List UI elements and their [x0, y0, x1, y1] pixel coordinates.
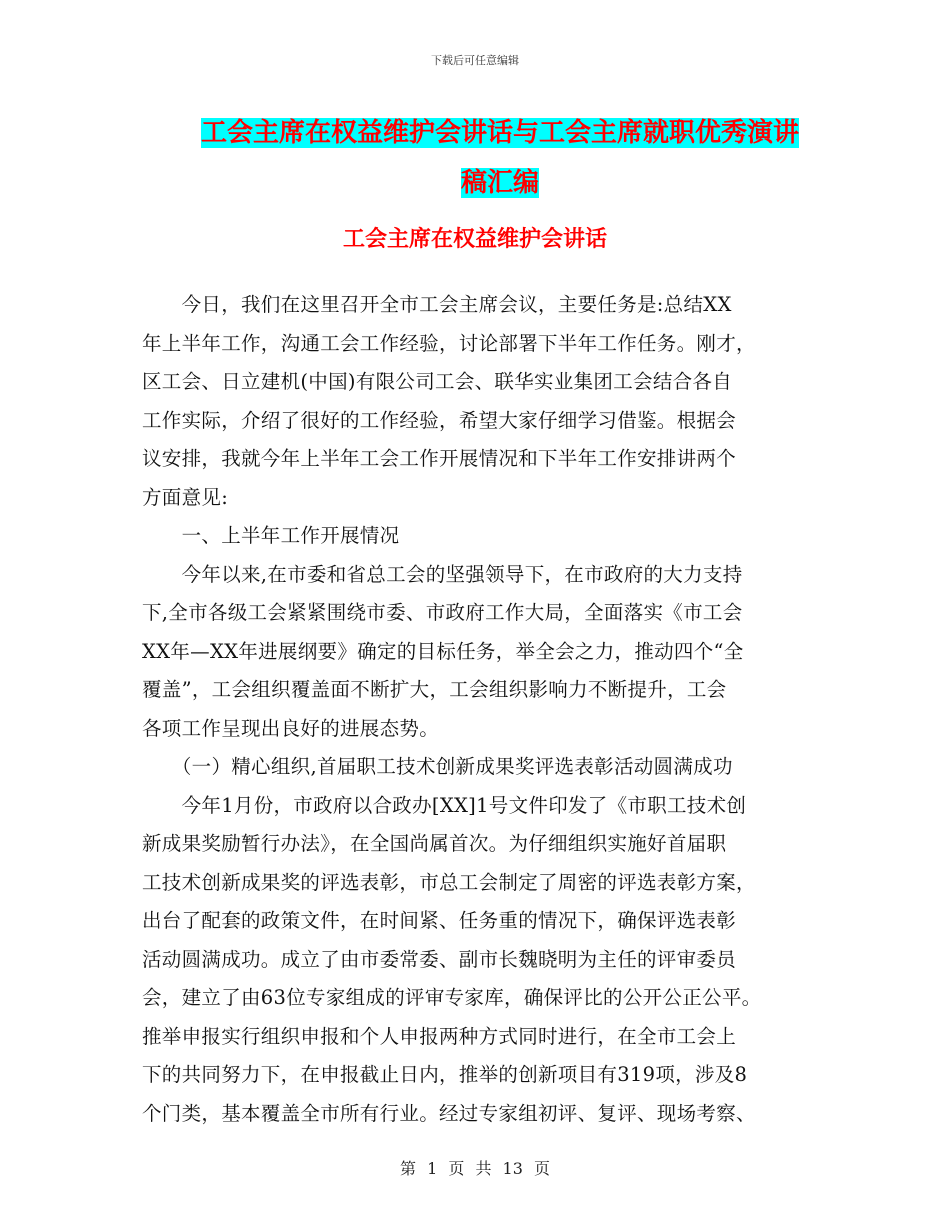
body-line: （一）精心组织,首届职工技术创新成果奖评选表彰活动圆满成功	[142, 755, 733, 778]
body-line: 一、上半年工作开展情况	[142, 524, 400, 547]
body-line: 今年以来,在市委和省总工会的坚强领导下，在市政府的大力支持	[142, 562, 743, 586]
document-title	[150, 108, 850, 208]
body-line: 个门类，基本覆盖全市所有行业。经过专家组初评、复评、现场考察、	[142, 1101, 756, 1125]
body-line: XX年—XX年进展纲要》确定的目标任务，举全会之力，推动四个“全	[142, 639, 744, 663]
document-title-line-2: 稿汇编	[460, 168, 539, 198]
body-line: 新成果奖励暂行办法》，在全国尚属首次。为仔细组织实施好首届职	[142, 832, 727, 855]
body-line: 工作实际，介绍了很好的工作经验，希望大家仔细学习借鉴。根据会	[142, 408, 737, 432]
body-line: 各项工作呈现出良好的进展态势。	[142, 716, 440, 740]
body-line: 年上半年工作，沟通工会工作经验，讨论部署下半年工作任务。刚才，	[142, 331, 756, 355]
body-text	[142, 286, 814, 1133]
page-footer: 第 1 页 共 13 页	[400, 1159, 550, 1178]
body-line: 下的共同努力下，在申报截止日内，推举的创新项目有319项，涉及8	[142, 1063, 748, 1086]
body-line: 区工会、日立建机(中国)有限公司工会、联华实业集团工会结合各自	[142, 370, 733, 393]
body-line: 下,全市各级工会紧紧围绕市委、市政府工作大局，全面落实《市工会	[142, 601, 743, 624]
body-line: 出台了配套的政策文件，在时间紧、任务重的情况下，确保评选表彰	[142, 909, 737, 932]
body-line: 今年1月份，市政府以合政办[XX]1号文件印发了《市职工技术创	[142, 793, 747, 817]
body-line: 今日，我们在这里召开全市工会主席会议，主要任务是:总结XX	[142, 293, 732, 316]
body-line: 会，建立了由63位专家组成的评审专家库，确保评比的公开公正公平。	[142, 986, 762, 1009]
section-title: 工会主席在权益维护会讲话	[342, 227, 607, 252]
body-line: 议安排，我就今年上半年工会工作开展情况和下半年工作安排讲两个	[142, 447, 737, 470]
body-line: 工技术创新成果奖的评选表彰，市总工会制定了周密的评选表彰方案，	[142, 870, 756, 894]
document-title-line-1: 工会主席在权益维护会讲话与工会主席就职优秀演讲	[200, 118, 799, 148]
body-line: 方面意见:	[142, 485, 229, 509]
body-line: 活动圆满成功。成立了由市委常委、副市长魏晓明为主任的评审委员	[142, 947, 737, 971]
header-note: 下载后可任意编辑	[431, 54, 519, 67]
body-line: 推举申报实行组织申报和个人申报两种方式同时进行，在全市工会上	[142, 1024, 737, 1048]
body-line: 覆盖”，工会组织覆盖面不断扩大，工会组织影响力不断提升，工会	[142, 678, 727, 701]
